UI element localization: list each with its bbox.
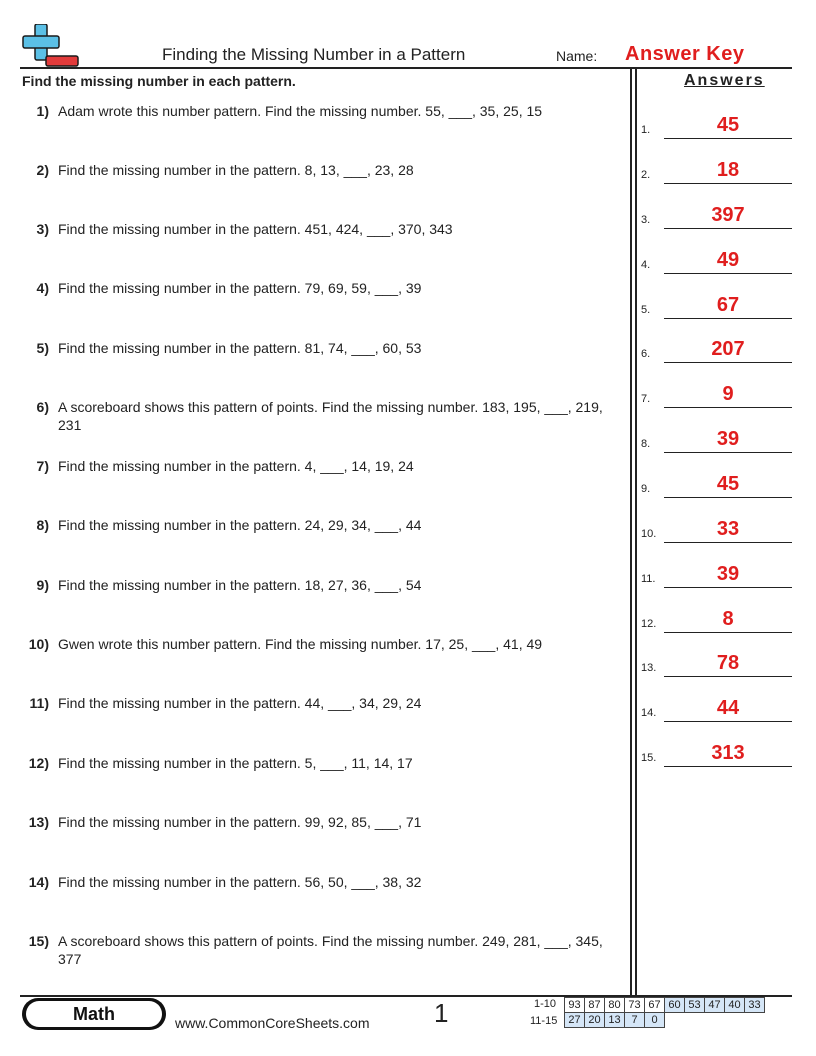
question-number: 9) [36, 577, 49, 593]
score-row-label: 11-15 [530, 1015, 558, 1027]
answer-value: 33 [716, 518, 740, 540]
answer-value: 39 [716, 563, 740, 585]
answer-value: 45 [716, 473, 740, 495]
question-number: 8) [36, 517, 49, 533]
answer-number: 12. [641, 618, 657, 630]
answer-number: 11. [641, 573, 656, 585]
score-cell: 93 [565, 998, 585, 1013]
answer-line [664, 228, 792, 229]
answer-number: 6. [641, 348, 651, 360]
question-text: Find the missing number in the pattern. 99, 92, 85, ___, 71 [58, 814, 422, 830]
question-number: 15) [28, 933, 49, 949]
question-text: Find the missing number in the pattern. 44, ___, 34, 29, 24 [58, 695, 422, 711]
question-number: 12) [28, 755, 49, 771]
answer-number: 5. [641, 304, 651, 316]
score-cell: 80 [605, 998, 625, 1013]
answer-line [664, 452, 792, 453]
answer-number: 9. [641, 483, 651, 495]
page-number: 1 [434, 998, 449, 1028]
answer-line [664, 766, 792, 767]
question-number: 11) [29, 695, 49, 711]
question-text: Find the missing number in the pattern. 24, 29, 34, ___, 44 [58, 517, 422, 533]
score-cell: 20 [585, 1013, 605, 1028]
score-cell: 27 [565, 1013, 585, 1028]
question-number: 10) [28, 636, 49, 652]
answer-number: 2. [641, 169, 651, 181]
answer-line [664, 632, 792, 633]
question-number: 1) [36, 103, 49, 119]
answer-line [664, 362, 792, 363]
question-text: A scoreboard shows this pattern of points. Find the missing number. 183, 195, ___, 219, 231 [58, 399, 603, 433]
score-cell: 33 [745, 998, 765, 1013]
score-cell: 60 [665, 998, 685, 1013]
answer-line [664, 587, 792, 588]
answer-value: 8 [722, 608, 734, 630]
answer-value: 9 [722, 383, 734, 405]
answer-line [664, 273, 792, 274]
answer-value: 39 [716, 428, 740, 450]
question-number: 4) [36, 280, 49, 296]
header-divider [20, 67, 792, 69]
score-cell: 7 [625, 1013, 645, 1028]
answer-value: 67 [716, 294, 740, 316]
answer-number: 8. [641, 438, 651, 450]
question-text: A scoreboard shows this pattern of points. Find the missing number. 249, 281, ___, 345, 377 [58, 933, 603, 967]
score-cell: 73 [625, 998, 645, 1013]
score-cell: 47 [705, 998, 725, 1013]
answer-number: 7. [641, 393, 651, 405]
score-row [565, 998, 765, 1013]
question-number: 6) [36, 399, 49, 415]
answer-value: 45 [716, 114, 740, 136]
answer-line [664, 497, 792, 498]
question-number: 3) [36, 221, 49, 237]
answer-line [664, 318, 792, 319]
answer-value: 49 [716, 249, 740, 271]
score-cell: 0 [645, 1013, 665, 1028]
question-text: Adam wrote this number pattern. Find the missing number. 55, ___, 35, 25, 15 [58, 103, 543, 119]
answer-value: 397 [711, 204, 745, 226]
question-text: Find the missing number in the pattern. 79, 69, 59, ___, 39 [58, 280, 422, 296]
name-label: Name: [556, 48, 598, 64]
answer-key-label: Answer Key [625, 43, 745, 65]
question-number: 14) [28, 874, 49, 890]
question-number: 2) [36, 162, 49, 178]
answer-value: 18 [716, 159, 740, 181]
answer-line [664, 183, 792, 184]
answer-value: 78 [716, 652, 740, 674]
answer-number: 10. [641, 528, 657, 540]
question-text: Find the missing number in the pattern. 8, 13, ___, 23, 28 [58, 162, 414, 178]
answer-line [664, 407, 792, 408]
answer-number: 4. [641, 259, 651, 271]
site-url: www.CommonCoreSheets.com [175, 1015, 370, 1031]
question-number: 5) [36, 340, 49, 356]
plus-minus-logo-icon [22, 24, 80, 68]
instructions: Find the missing number in each pattern. [22, 73, 296, 89]
subject-label: Math [26, 1001, 162, 1027]
answer-line [664, 721, 792, 722]
answer-line [664, 138, 792, 139]
question-text: Gwen wrote this number pattern. Find the missing number. 17, 25, ___, 41, 49 [58, 636, 543, 652]
column-divider [630, 69, 632, 995]
score-row-label: 1-10 [534, 998, 557, 1010]
question-text: Find the missing number in the pattern. 4, ___, 14, 19, 24 [58, 458, 414, 474]
answer-value: 44 [716, 697, 740, 719]
score-cell: 53 [685, 998, 705, 1013]
answer-number: 15. [641, 752, 657, 764]
question-text: Find the missing number in the pattern. 5, ___, 11, 14, 17 [58, 755, 413, 771]
score-cell: 67 [645, 998, 665, 1013]
question-text: Find the missing number in the pattern. 81, 74, ___, 60, 53 [58, 340, 422, 356]
page-title: Finding the Missing Number in a Pattern [162, 45, 466, 64]
subject-badge [22, 998, 166, 1030]
question-text: Find the missing number in the pattern. 56, 50, ___, 38, 32 [58, 874, 422, 890]
answer-value: 207 [711, 338, 745, 360]
question-number: 7) [36, 458, 49, 474]
question-text: Find the missing number in the pattern. 18, 27, 36, ___, 54 [58, 577, 422, 593]
score-cell: 87 [585, 998, 605, 1013]
score-row [565, 1013, 765, 1028]
question-text: Find the missing number in the pattern. 451, 424, ___, 370, 343 [58, 221, 453, 237]
answer-number: 3. [641, 214, 651, 226]
answers-heading: Answers [684, 72, 765, 89]
answer-number: 1. [641, 124, 651, 136]
question-number: 13) [28, 814, 49, 830]
answer-value: 313 [711, 742, 745, 764]
answer-line [664, 676, 792, 677]
answer-line [664, 542, 792, 543]
column-divider [635, 69, 637, 995]
score-table [564, 997, 765, 1028]
score-cell: 40 [725, 998, 745, 1013]
answer-number: 14. [641, 707, 657, 719]
score-cell: 13 [605, 1013, 625, 1028]
answer-number: 13. [641, 662, 657, 674]
